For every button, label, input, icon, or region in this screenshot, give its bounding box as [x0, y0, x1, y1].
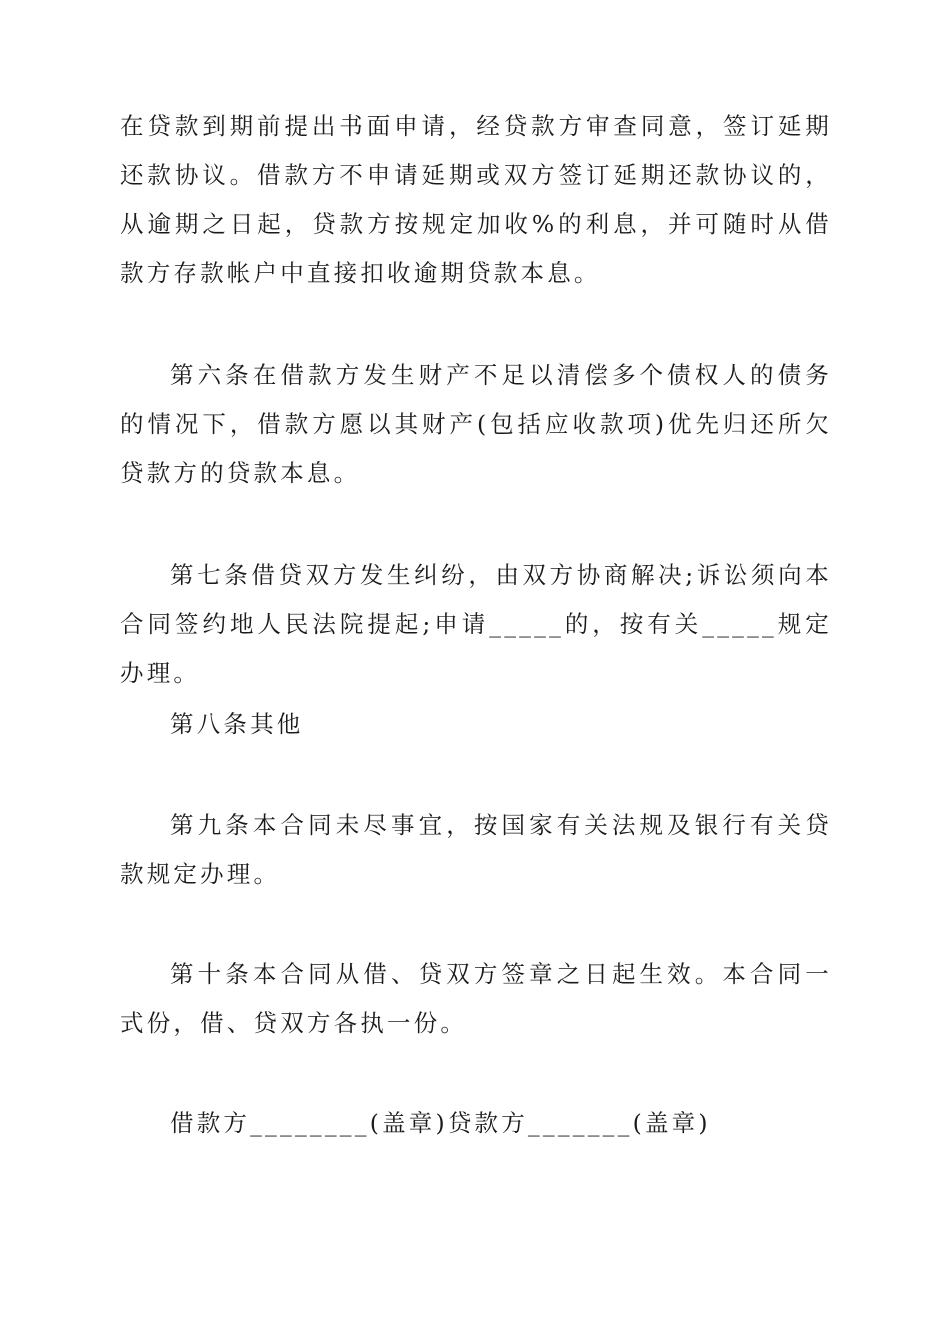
paragraph-article-6: 第六条在借款方发生财产不足以清偿多个债权人的债务的情况下，借款方愿以其财产(包括应收款项)优先归还所欠贷款方的贷款本息。 — [120, 361, 832, 487]
signature-line: 借款方________(盖章)贷款方_______(盖章) — [170, 1109, 711, 1137]
paragraph-overdue-repayment: 在贷款到期前提出书面申请，经贷款方审查同意，签订延期还款协议。借款方不申请延期或双方签订延期还款协议的，从逾期之日起，贷款方按规定加收%的利息，并可随时从借款方存款帐户中直接扣收逾期贷款本息。 — [120, 112, 832, 287]
paragraph-article-7: 第七条借贷双方发生纠纷，由双方协商解决;诉讼须向本合同签约地人民法院提起;申请_____的，按有关_____规定办理。 — [120, 561, 832, 687]
paragraph-article-9: 第九条本合同未尽事宜，按国家有关法规及银行有关贷款规定办理。 — [120, 811, 832, 888]
paragraph-article-10: 第十条本合同从借、贷双方签章之日起生效。本合同一式份，借、贷双方各执一份。 — [120, 960, 832, 1037]
paragraph-article-8: 第八条其他 — [170, 710, 304, 738]
